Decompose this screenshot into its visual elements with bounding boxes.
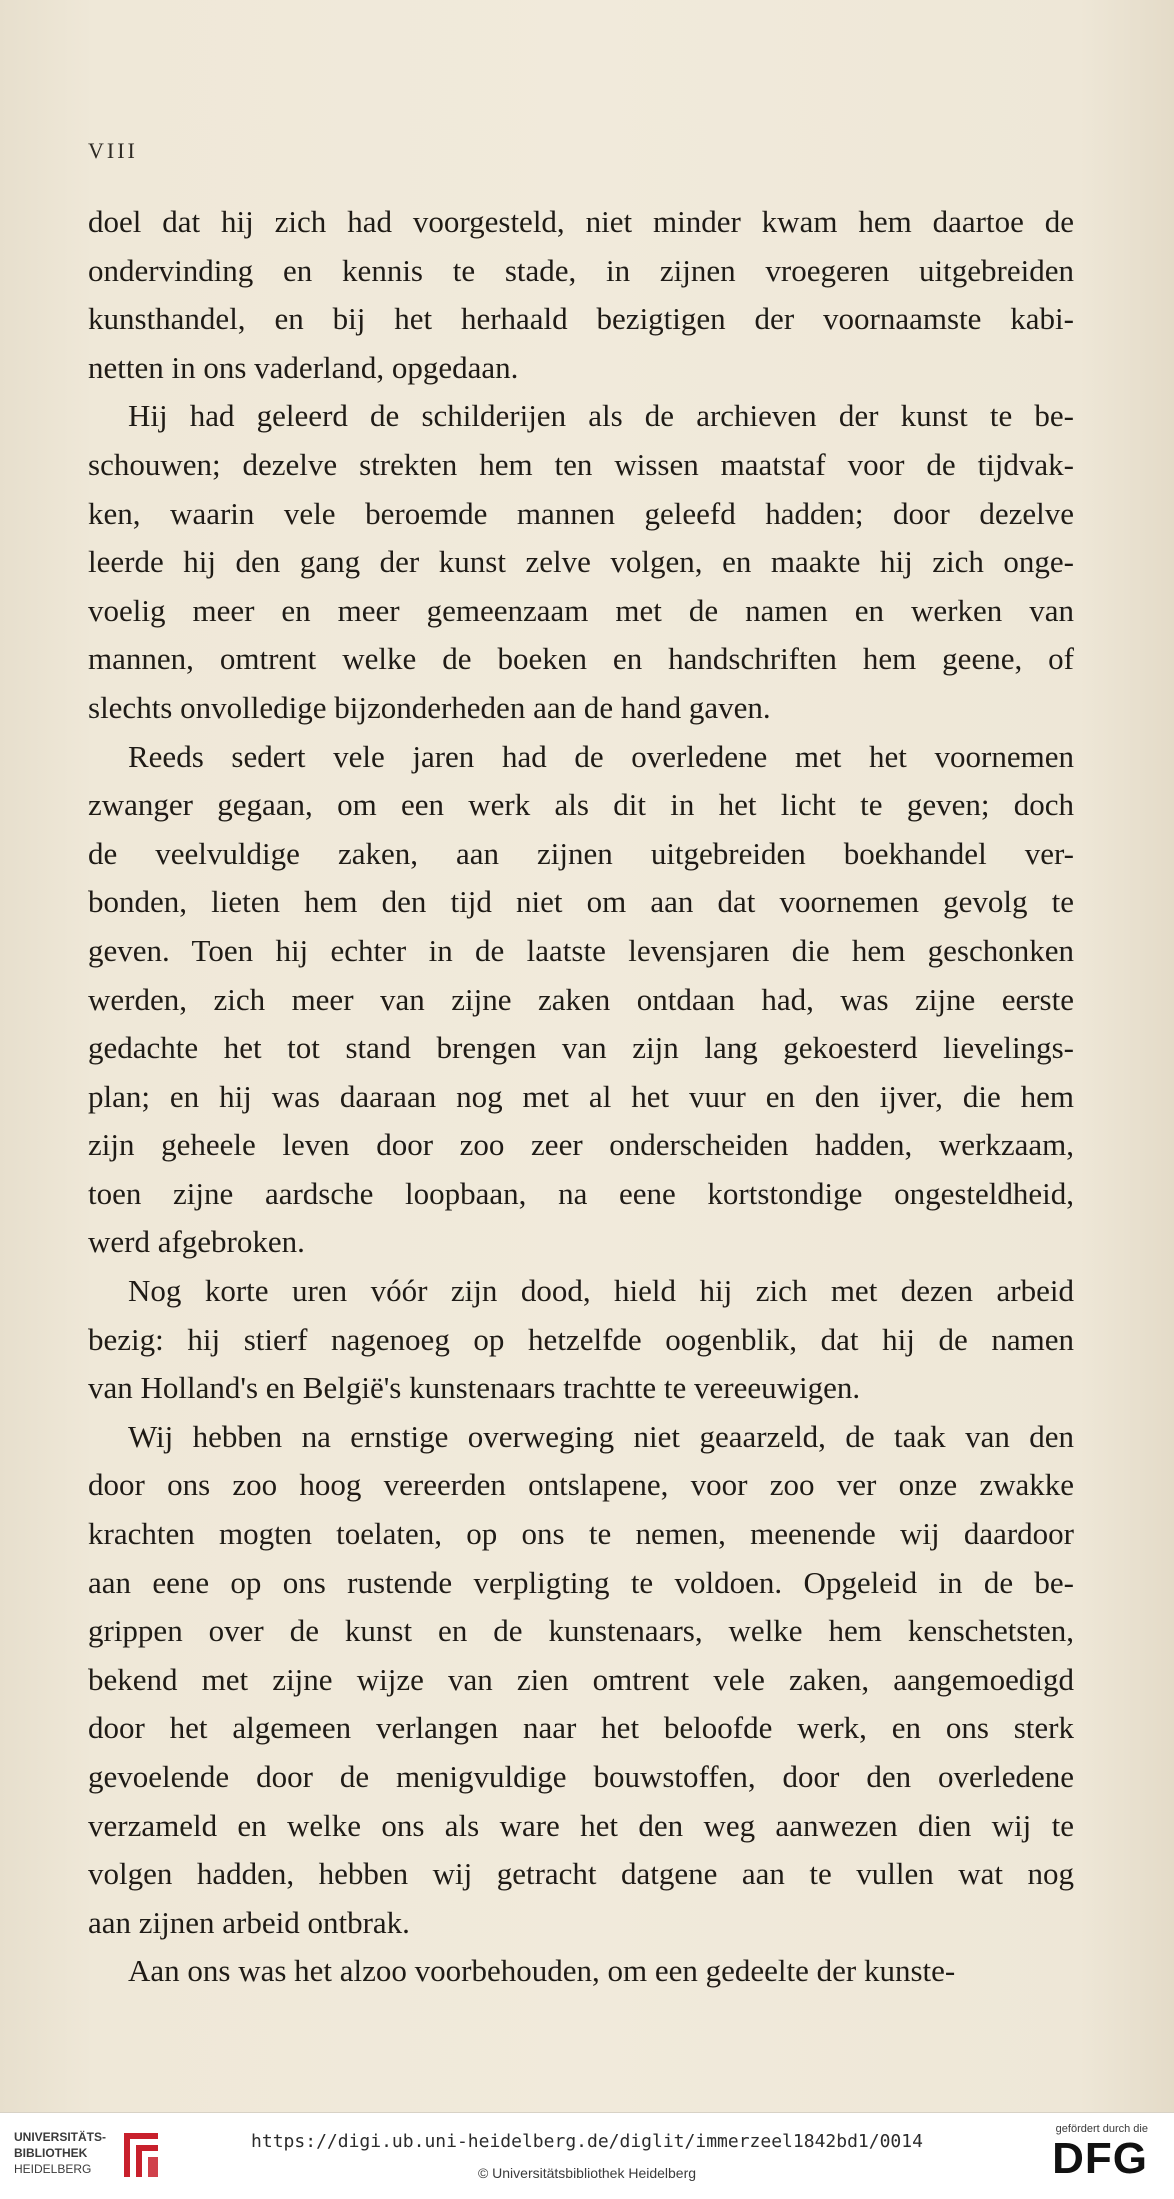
text-line: gevoelende door de menigvuldige bouwstoffen, door den overledene xyxy=(88,1759,1074,1794)
text-line: krachten mogten toelaten, op ons te nemen, meenende wij daardoor xyxy=(88,1516,1074,1552)
text-line: Nog korte uren vóór zijn dood, hield hij zich met dezen arbeid xyxy=(128,1273,1074,1309)
text-line: schouwen; dezelve strekten hem ten wissen maatstaf voor de tijdvak- xyxy=(88,446,1074,482)
text-line: doel dat hij zich had voorgesteld, niet minder kwam hem daartoe de xyxy=(88,204,1074,239)
copyright-notice: © Universitätsbibliothek Heidelberg xyxy=(477,2165,697,2181)
text-line: ondervinding en kennis te stade, in zijnen vroegeren uitgebreiden xyxy=(88,252,1074,288)
viewer-footer xyxy=(0,2112,1174,2199)
text-line: geven. Toen hij echter in de laatste levensjaren die hem geschonken xyxy=(88,932,1074,968)
text-line: ken, waarin vele beroemde mannen geleefd hadden; door dezelve xyxy=(88,495,1074,531)
page-number: VIII xyxy=(88,138,138,163)
text-line: toen zijne aardsche loopbaan, na eene kortstondige ongesteldheid, xyxy=(88,1175,1074,1211)
text-line: werd afgebroken. xyxy=(88,1224,305,1260)
text-line: bonden, lieten hem den tijd niet om aan dat voornemen gevolg te xyxy=(88,884,1074,920)
text-line: bezig: hij stierf nagenoeg op hetzelfde oogenblik, dat hij de namen xyxy=(88,1321,1074,1357)
text-line: Reeds sedert vele jaren had de overledene met het voornemen xyxy=(128,738,1074,774)
text-line: door ons zoo hoog vereerden ontslapene, voor zoo ver onze zwakke xyxy=(88,1467,1074,1503)
text-line: aan eene op ons rustende verpligting te voldoen. Opgeleid in de be- xyxy=(88,1564,1074,1600)
text-line: kunsthandel, en bij het herhaald bezigtigen der voornaamste kabi- xyxy=(88,301,1074,337)
text-line: slechts onvolledige bijzonderheden aan de hand gaven. xyxy=(88,689,771,725)
text-line: voelig meer en meer gemeenzaam met de namen en werken van xyxy=(88,592,1074,628)
text-line: grippen over de kunst en de kunstenaars, welke hem kenschetsten, xyxy=(88,1613,1074,1649)
text-line: aan zijnen arbeid ontbrak. xyxy=(88,1904,410,1940)
dfg-funding-logo[interactable] xyxy=(1024,2123,1148,2191)
text-line: zwanger gegaan, om een werk als dit in het licht te geven; doch xyxy=(88,787,1074,823)
body-text xyxy=(88,198,1074,1996)
text-line: mannen, omtrent welke de boeken en handschriften hem geene, of xyxy=(88,641,1074,677)
dfg-logo: DFG xyxy=(1052,2134,1148,2183)
permalink-url[interactable]: https://digi.ub.uni-heidelberg.de/diglit/immerzeel1842bd1/0014 xyxy=(251,2131,923,2152)
text-line: van Holland's en België's kunstenaars trachtte te vereeuwigen. xyxy=(88,1370,861,1406)
text-line: de veelvuldige zaken, aan zijnen uitgebreiden boekhandel ver- xyxy=(88,835,1074,871)
text-line: door het algemeen verlangen naar het beloofde werk, en ons sterk xyxy=(88,1710,1074,1746)
university-name-line: UNIVERSITÄTS- xyxy=(14,2130,107,2144)
text-line: gedachte het tot stand brengen van zijn lang gekoesterd lievelings- xyxy=(88,1030,1074,1066)
text-line: bekend met zijne wijze van zien omtrent vele zaken, aangemoedigd xyxy=(88,1661,1074,1697)
university-name-line: BIBLIOTHEK xyxy=(14,2146,88,2160)
text-line: zijn geheele leven door zoo zeer onderscheiden hadden, werkzaam, xyxy=(88,1127,1074,1163)
funding-caption: gefördert durch die xyxy=(1055,2123,1148,2135)
text-line: Aan ons was het alzoo voorbehouden, om een gedeelte der kunste- xyxy=(128,1953,956,1989)
text-line: netten in ons vaderland, opgedaan. xyxy=(88,349,519,385)
text-line: Hij had geleerd de schilderijen als de archieven der kunst te be- xyxy=(128,398,1074,434)
text-line: werden, zich meer van zijne zaken ontdaan had, was zijne eerste xyxy=(88,981,1074,1017)
text-line: volgen hadden, hebben wij getracht datgene aan te vullen wat nog xyxy=(88,1856,1074,1892)
text-line: Wij hebben na ernstige overweging niet geaarzeld, de taak van den xyxy=(128,1418,1074,1454)
text-line: verzameld en welke ons als ware het den weg aanwezen dien wij te xyxy=(88,1807,1074,1843)
text-line: plan; en hij was daaraan nog met al het vuur en den ijver, die hem xyxy=(88,1078,1074,1114)
text-line: leerde hij den gang der kunst zelve volgen, en maakte hij zich onge- xyxy=(88,544,1074,580)
university-name-line: HEIDELBERG xyxy=(14,2162,92,2176)
